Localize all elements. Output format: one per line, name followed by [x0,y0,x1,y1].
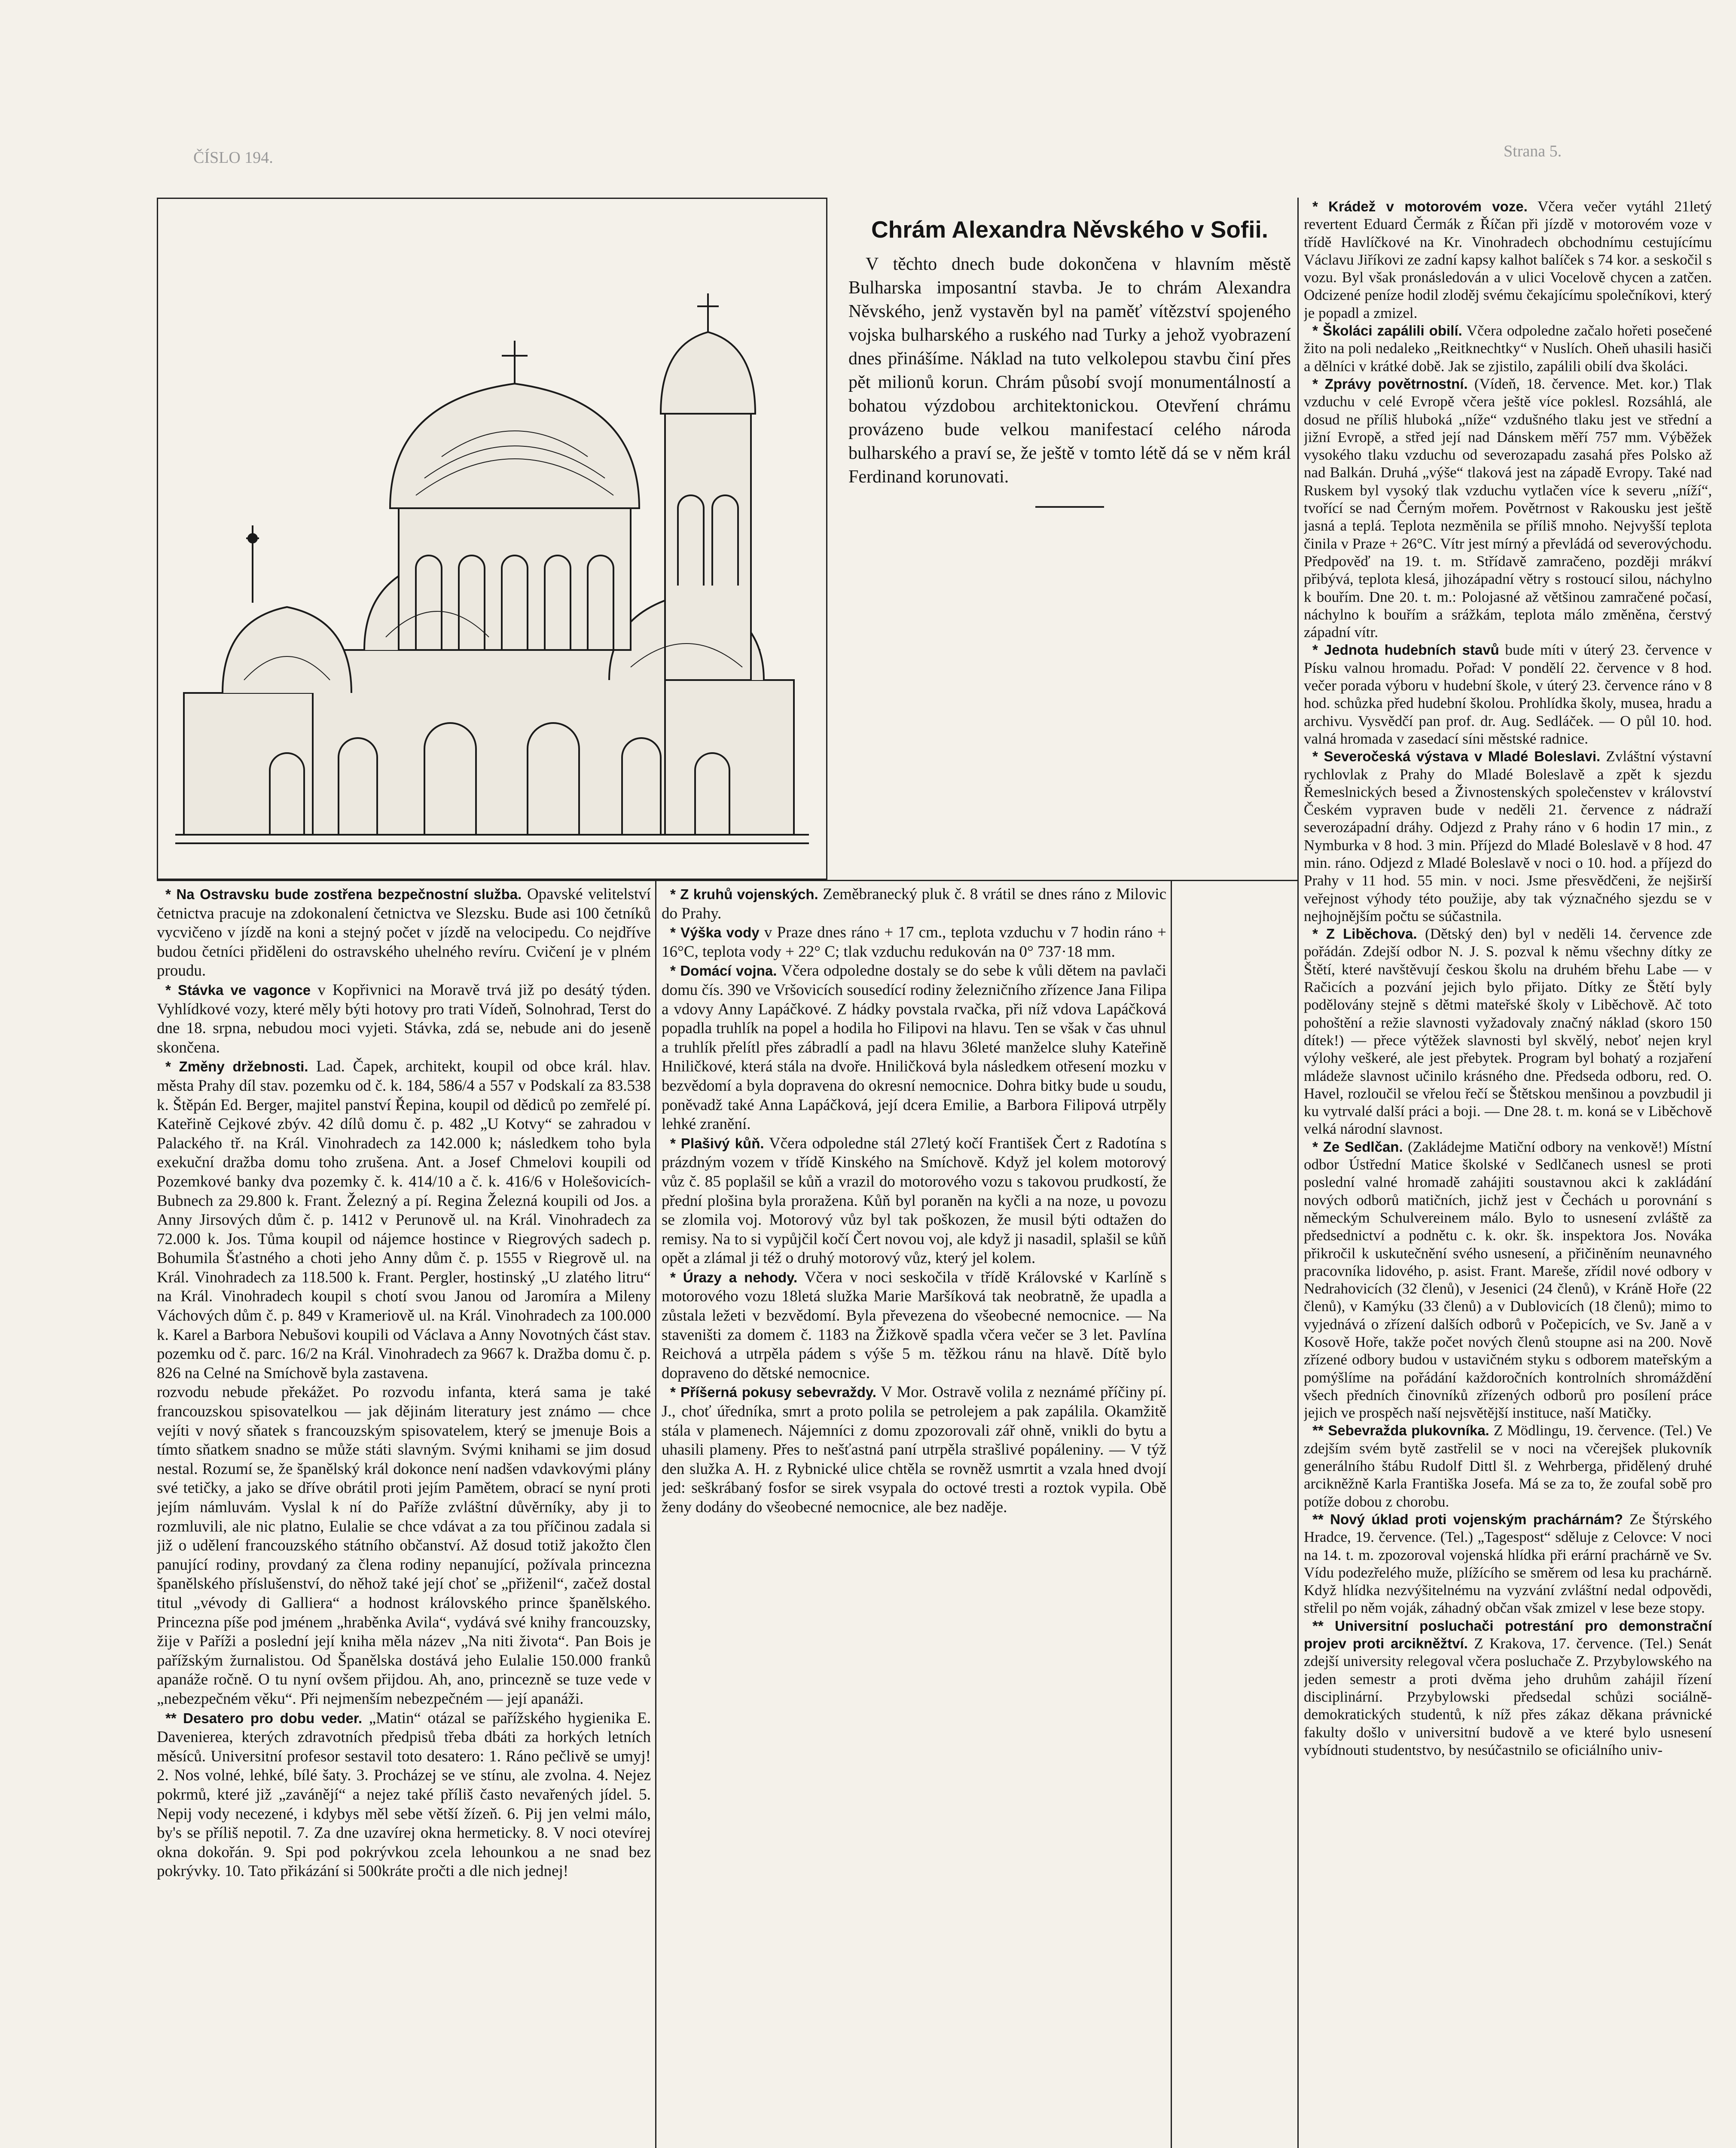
article-heading: * Jednota hudebních stavů [1312,642,1499,658]
article-heading: * Zprávy povětrnostní. [1312,375,1468,392]
article-text: Včera odpoledne začalo hořeti posečené žito na poli nedaleko „Reitknechtky“ v Nuslích. Oheň uhasili hasiči a dělníci v krátké době. Jak se zjistilo, zapálili obilí dva školáci. [1304,322,1712,375]
article-heading: * Změny držebnosti. [165,1059,308,1075]
article-plasivy-kun [662,1134,1166,1268]
article-heading: * Domácí vojna. [670,963,777,979]
column-rule-2 [1171,881,1172,2148]
article-text: Lad. Čapek, architekt, koupil od obce král. hlav. města Prahy díl stav. pozemku od č. k. 184, 586/4 a 557 v Podskalí za 83.538 k. Štěpán Ed. Berger, majitel panství Řepina, koupil od dědiců po zemřelé pí. Kateřině Cejkové zbýv. 42 dílů domu č. p. 482 „U Kotvy“ se zahradou v Palackého tř. na Král. Vinohradech za 142.000 k; následkem toho byla exekuční dražba domu toho zrušena. Ant. a Josef Chmelovi koupili od Pozemkové banky dva pozemky č. k. 414/10 a č. k. 416/6 v Holešovicích-Bubnech za 29.800 k. Frant. Železný a pí. Regina Železná koupili od Jos. a Anny Jirsových dům č. p. 1412 v Perunově ul. na Král. Vinohradech za 72.000 k. Jos. Tůma koupil od nájemce hostince v Riegrových sadech p. Bohumila Šťastného a choti jeho Anny dům č. p. 1555 v Riegrově ul. na Král. Vinohradech za 118.500 k. Frant. Pergler, hostinský „U zlatého litru“ na Král. Vinohradech koupil s chotí svou Janou od Jaromíra a Mileny Váchových dům č. p. 849 v Krameriově ul. na Král. Vinohradech za 100.000 k. Karel a Barbora Nebušovi koupili od Václava a Anny Novotných část stav. pozemku od č. parc. 16/2 na Král. Vinohradech za 9667 k. Dražba domu č. p. 826 na Celné na Smíchově byla zastavena. [157,1058,651,1382]
article-prachárny [1304,1510,1712,1617]
article-text: V Mor. Ostravě volila z neznámé příčiny pí. J., choť úředníka, smrt a proto polila se petrolejem a pak zapálila. Okamžitě stála v plamenech. Nájemníci z domu zpozorovali zář ohně, vnikli do bytu a uhasili plameny. Přes to nešťastná paní utrpěla strašlivé popáleniny. — V týž den služka A. H. z Rybnické ulice chtěla se rovněž usmrtit a vzala hned dvojí jed: seškrábaný fosfor se sirek vsypala do octové tresti a roztok vypila. Obě ženy dodány do všeobecné nemocnice, ale bez naděje. [662,1383,1166,1516]
article-heading: * Stávka ve vagonce [165,982,311,998]
article-sedlcany [1304,1138,1712,1422]
article-kruhy-vojenske [662,885,1166,923]
article-text: v Kopřivnici na Moravě trvá již po desátý týden. Vyhlídkové vozy, které měly býti hotovy pro trati Vídeň, Solnohrad, Terst do dne 18. srpna, nebudou moci vyjeti. Stávka, zdá se, nebude ani do jeseně skončena. [157,981,651,1056]
article-vyska-vody [662,923,1166,961]
article-plukovnik [1304,1422,1712,1510]
caption-end-rule [1035,506,1104,508]
illustration-bottom-rule [157,880,1297,881]
article-text: „Matin“ otázal se pařížského hygienika E. Davenierea, kterých zdravotních předpisů třeba dbáti za horkých letních měsíců. Universitní profesor sestavil toto desatero: 1. Ráno pečlivě se umyj! 2. Nos volné, lehké, bílé šaty. 3. Procházej se ve stínu, ale zvolna. 4. Nejez pokrmů, které již „zavánějí“ a nejez také příliš často nevařených jídel. 5. Nepij vody necezené, i kdybys měl sebe větší žízeň. 6. Pij jen velmi málo, by's se příliš nepotil. 7. Za dne uzavírej okna hermeticky. 8. V noci otevírej okna dokořán. 9. Spi pod pokrývkou zcela lehounkou a ne snad bez pokrývky. 10. Tato přikázání si 500kráte pročti a dle nich jednej! [157,1709,651,1880]
article-skolaci [1304,322,1712,375]
article-desatero [157,1709,651,1881]
article-ostrava [157,885,651,981]
article-heading: * Příšerná pokusy sebevraždy. [670,1384,876,1400]
column-rule-1 [655,881,656,2148]
article-heading: * Krádež v motorovém voze. [1312,198,1528,214]
article-libechov [1304,925,1712,1138]
article-text: Včera večer vytáhl 21letý revertent Eduard Čermák z Říčan při jízdě v motorovém voze v třídě Havlíčkové na Kr. Vinohradech obchodnímu cestujícímu Václavu Jiříkovi ze zadní kapsy kalhot balíček s 74 kor. a seskočil s vozu. Byl však pronásledován a v ulici Vocelově chycen a zatčen. Odcizené peníze hodil zloděj svému čekajícímu společníkovi, který je popadl a zmizel. [1304,198,1712,321]
article-text: Ze Štýrského Hradce, 19. července. (Tel.) „Tagespost“ sděluje z Celovce: V noci na 14. t. m. zpozoroval vojenská hlídka při erární prachárně ve Sv. Vídu podezřelého muže, plížícího se směrem od lesa ku prachárně. Když hlídka nezvýšitelnému na vyzvání zvláštní nedal odpovědi, střelil po něm voják, záhadný občan však zmizel v lese beze stopy. [1304,1510,1712,1617]
article-heading: ** Universitní posluchači potrestání pro demonstrační projev proti arcikněžtví. [1304,1617,1712,1652]
article-povetrnost [1304,375,1712,641]
article-heading: * Na Ostravsku bude zostřena bezpečnostní služba. [165,886,522,902]
article-text: Včera odpoledne dostaly se do sebe k vůli dětem na pavlači domu čís. 390 ve Vršovicích sousedící rodiny železničního zřízence Jana Filipa a vdovy Anny Lapáčkové. Z hádky povstala rvačka, při níž vdova Lapáčková popadla truhlík na popel a hodila ho Filipovi na hlavu. Ten se však v čas uhnul a truhlík přelítl přes zábradlí a padl na hlavu 36leté manželce sluhy Kateřině Hniličkové, která stála na dvoře. Hniličková byla následkem otřesení mozku v bezvědomí a byla dopravena do okresní nemocnice. Dohra bitky bude u soudu, poněvadž také Anna Lapáčková, její dcera Emilie, a Barbora Filipová utrpěly lehké zranění. [662,962,1166,1133]
article-text: (Dětský den) byl v neděli 14. července zde pořádán. Zdejší odbor N. J. S. pozval k němu všechny dítky ze Štětí, které navštěvují českou školu na druhém břehu Labe — v Račicích a pozvání jejich bylo přijato. Dítky ze Štětí byly podělovány stejně s dětmi mateřské školy v Liběchově. Ač toto pohoštění a režie slavnosti vyžadovaly značný náklad (skoro 150 dítek!) — přece výtěžek slavnosti byl skvělý, neboť nejen kryl výlohy veškeré, ale jest přebytek. Program byl bohatý a rozjaření mládeže slavnost učinilo krásného dne. Předseda odboru, red. O. Havel, rozloučil se vřelou řečí se Štětskou menšinou a povzbudil ji ku vytrvalé další práci a boji. — Dne 28. t. m. koná se v Liběchově velká národní slavnost. [1304,925,1712,1138]
article-vystava [1304,748,1712,925]
cathedral-illustration [157,198,827,880]
article-stavka [157,981,651,1057]
article-text: (Vídeň, 18. července. Met. kor.) Tlak vzduchu v celé Evropě včera ještě více poklesl. Rozsáhlá, ale dosud ne příliš hluboká „níže“ vzdušného tlaku jest ve střední a jižní Evropě, a střed její nad Dánskem měří 757 mm. Výběžek vysokého tlaku vzduchu od severozapadu zasahá přes Polsko až nad Balkán. Druhá „výše“ tlaková jest na západě Evropy. Také nad Ruskem byl vysoký tlak vzduchu vytlačen více k severu „níží“, tvořící se nad Černým mořem. Povětrnost v Rakousku jest ještě jasná a teplá. Teplota nezměnila se příliš mnoho. Nejvyšší teplota činila v Praze + 26°C. Vítr jest mírný a převládá od severovýchodu. Předpověď na 19. t. m. Střídavě zamračeno, později mrákví přibývá, teplota klesá, jihozápadní větry s rostoucí silou, náchylno k bouřím. Dne 20. t. m.: Polojasné až většinou zamračené počasí, náchylno k bouřím a srážkám, teplota málo změněna, čerstvý západní vítr. [1304,375,1712,641]
column-3 [1304,198,1712,2148]
article-heading: ** Nový úklad proti vojenským prachárnám? [1312,1511,1623,1527]
article-kradez [1304,198,1712,322]
article-text: Opavské velitelství četnictva pracuje na zdokonalení četnictva ve Slezsku. Bude asi 100 četníků vycvičeno v jízdě na koni a stejný počet v jízdě na velocipedu. Co nejdříve budou četníci přiděleni do ostravského uhelného revíru. Cvičení je v plném proudu. [157,885,651,980]
cathedral-drawing [158,199,826,879]
article-text: v Praze dnes ráno + 17 cm., teplota vzduchu v 7 hodin ráno + 16°C, teplota vody + 22° C; tlak vzduchu redukován na 0° 737·18 mm. [662,924,1166,961]
article-heading: * Výška vody [670,924,760,941]
faded-header-left: ČÍSLO 194. [193,149,273,167]
column-1 [157,885,651,2148]
column-2 [662,885,1166,2148]
article-heading: * Úrazy a nehody. [670,1269,798,1285]
article-urazy [662,1268,1166,1383]
newspaper-page [148,189,1712,2148]
cathedral-caption-title: Chrám Alexandra Něvského v Sofii. [871,216,1269,243]
article-jednota-hudebnich [1304,641,1712,748]
article-heading: ** Desatero pro dobu veder. [165,1710,363,1726]
article-universitni [1304,1617,1712,1759]
article-sebevrazdy [662,1383,1166,1517]
faded-header-right: Strana 5. [1504,142,1562,160]
article-text: (Zakládejme Matiční odbory na venkově!) Místní odbor Ústřední Matice školské v Sedlčanech usnesl se proti poslední valné hromadě zahájiti soustavnou akci k zakládání nových odborů matičních, jichž jest v Čechách u porovnání s německým Schulvereinem málo. Bylo to usnesení zvláště za předsednictví a podnětu c. k. okr. šk. inspektora Jos. Nováka přikročil k uskutečnění svého usnesení, a přičiněním neunavného pracovníka lidového, p. asist. Frant. Mareše, zřídil nové odbory v Nedrahovicích (32 členů), v Jesenici (24 členů), v Kráně Hoře (22 členů), v Kamýku (33 členů) a v Dublovicích (18 členů); mimo to vyjednává o zřízení dalších odborů v Počepicích, ve Sv. Janě a v Kosově Hoře, takže počet nových členů stoupne asi na 200. Nově zřízené odbory budou v ustavičném styku s odborem mateřským a pomýšlíme na pořádání každoročních kontrolních shromáždění všech předních činovníků zřízených odborů pro posílení práce jejich ve prospěch naší nejsvětější instituce, naší Matičky. [1304,1138,1712,1422]
article-heading: * Severočeská výstava v Mladé Boleslavi. [1312,748,1601,765]
article-infanta: rozvodu nebude překážet. Po rozvodu infanta, která sama je také francouzskou spisovatelkou — jak dějinám literatury jest známo — chce vejíti v nový sňatek s francouzským spisovatelem, který se jmenuje Bois a tímto sňatkem snadno se může státi slavným. Svými knihami se jim dosud nestal. Rozumí se, že španělský král dokonce není nadšen vdavkovými plány své tetičky, a jako se dříve obrátil proti jejím Pamětem, obrací se nyní proti jejím námluvám. Vyslal k ní do Paříže zvláštní důvěrníky, aby ji to rozmluvili, ale nic platno, Eulalie se chce vdávat a za tou příčinou zadala si již o udělení francouzského státního občanství. Až dosud totiž jakožto člen panující rodiny, provdaný za člena rodiny nepanující, požívala princezna španělského příslušenství, do něhož také její choť se „přiženil“, začež dostal titul „vévody di Galliera“ a hodnost královského prince španělského. Princezna píše pod jménem „hraběnka Avila“, vydává své knihy francouzsky, žije v Paříži a poslední její kniha měla název „Na niti života“. Pan Bois je pařížským žurnalistou. Od Španělska dostává jeho Eulalie 150.000 franků apanáže ročně. O tu nyní ovšem přijdou. Ah, ano, princezně se tuze vede v „nebezpečném věku“. Při nejmenším nebezpečném — její apanáži. [157,1383,651,1708]
article-heading: * Ze Sedlčan. [1312,1138,1403,1155]
article-text: Včera odpoledne stál 27letý kočí František Čert z Radotína s prázdným vozem v třídě Kinského na Smíchově. Když jel kolem motorový vůz č. 85 poplašil se kůň a vrazil do motorového vozu s takovou prudkostí, že přední plošina byla proražena. Kůň byl poraněn na kyčli a na noze, u povozu se zlomila voj. Motorový vůz byl tak poškozen, že musil býti odtažen do remisy. Na to si vypůjčil kočí Čert novou voj, ale když ji nasadil, splašil se kůň opět a zlámal ji též o druhý motorový vůz, který jel kolem. [662,1134,1166,1267]
article-text: Zvláštní výstavní rychlovlak z Prahy do Mladé Boleslavě a zpět k sjezdu Řemeslnických besed a Živnostenských společenstev v království Českém vypraven bude v neděli 21. července z nádraží severozápadní dráhy. Odjezd z Prahy ráno v 6 hodin 17 min., z Nymburka v 8 hod. 3 min. Příjezd do Mladé Boleslavě v 8 hod. 47 min. ráno. Odjezd z Mladé Boleslavě v noci o 10. hod. a příjezd do Prahy v 11 hod. 55 min. v noci. Jsme přesvědčeni, že nejširší veřejnost výhody této použije, aby tak význačného sjezdu se v nejhojnějším počtu se súčastnila. [1304,748,1712,924]
article-drzebnosti [157,1057,651,1383]
article-heading: * Z kruhů vojenských. [670,886,818,902]
article-text: bude míti v úterý 23. července v Písku valnou hromadu. Pořad: V pondělí 22. července v 8 hod. večer porada výboru v hudební škole, v úterý 23. července ráno v 8 hod. schůzka před hudební školou. Prohlídka školy, musea, hradu a archivu. Vysvědčí pan prof. dr. Aug. Sedláček. — O půl 10. hod. valná hromada v zasedací síni městské radnice. [1304,641,1712,747]
article-domaci-vojna [662,961,1166,1134]
article-text: Zeměbranecký pluk č. 8 vrátil se dnes ráno z Milovic do Prahy. [662,885,1166,922]
column-rule-3 [1297,198,1299,2148]
article-text: Z Mödlingu, 19. července. (Tel.) Ve zdejším svém bytě zastřelil se v noci na včerejšek plukovník generálního štábu Rudolf Dittl šl. z Wehrberga, přidělený druhé arcikněžně Karla Františka Josefa. Má se za to, že zoufal sobě pro potíže dobou z chorobu. [1304,1422,1712,1510]
article-heading: ** Sebevražda plukovníka. [1312,1422,1489,1439]
cathedral-caption-body: V těchto dnech bude dokončena v hlavním městě Bulharska imposantní stavba. Je to chrám Alexandra Něvského, jenž vystavěn byl na paměť vítězství spojeného vojska bulharského a ruského nad Turky a jehož vyobrazení dnes přinášíme. Náklad na tuto velkolepou stavbu činí přes pět milionů korun. Chrám působí svojí monumentálností a bohatou výzdobou architektonickou. Otevření chrámu provázeno bude velkou manifestací celého národa bulharského a praví se, že ještě v tomto létě dá se v něm král Ferdinand korunovati. [848,254,1291,487]
article-heading: * Plašivý kůň. [670,1135,764,1151]
article-heading: * Školáci zapálili obilí. [1312,323,1462,339]
article-text: Včera v noci seskočila v třídě Královské v Karlíně s motorového vozu 18letá služka Marie Maršíková tak neobratně, že upadla a zůstala ležeti v bezvědomí. Byla převezena do všeobecné nemocnice. — Na staveništi za domem č. 1183 na Žižkově spadla včera večer se 3 let. Pavlína Reichová a utrpěla pádem s výše 5 m. těžkou ránu na hlavě. Dítě bylo dopraveno do dětské nemocnice. [662,1268,1166,1382]
article-text: Z Krakova, 17. července. (Tel.) Senát zdejší university relegoval včera posluchače Z. Przybylowského na jeden semestr a proti dvěma jeho druhům zahájil řízení disciplinární. Przybylowski předsedal schůzi sociálně-demokratických studentů, k níž přes zákaz děkana právnické fakulty došlo v universitní budově a ve které bylo usnesení vybídnouti studentstvo, by nesúčastnilo se oficiálního univ- [1304,1635,1712,1758]
cathedral-caption [848,215,1291,508]
article-heading: * Z Liběchova. [1312,926,1417,942]
